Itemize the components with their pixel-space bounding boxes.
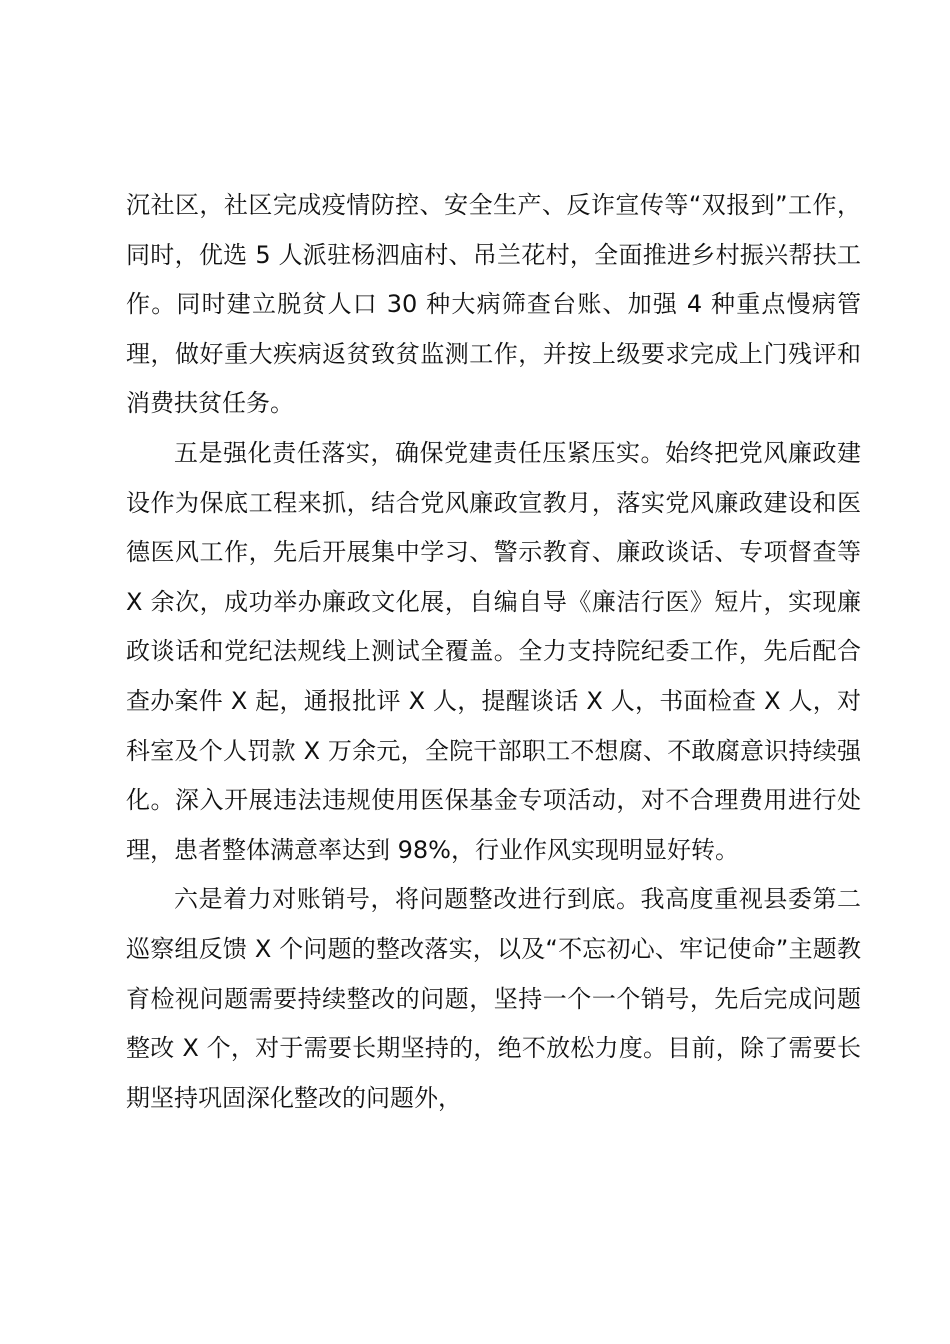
- paragraph-continuation: 沉社区，社区完成疫情防控、安全生产、反诈宣传等“双报到”工作，同时，优选 5 人派驻杨泗庙村、吊兰花村，全面推进乡村振兴帮扶工作。同时建立脱贫人口 30 种大病筛查台账、加强 4 种重点慢病管理，做好重大疾病返贫致贫监测工作，并按上级要求完成上门残评和消费扶贫任务。: [126, 191, 861, 418]
- paragraph-six-rectification: 六是着力对账销号，将问题整改进行到底。我高度重视县委第二巡察组反馈 X 个问题的整改落实，以及“不忘初心、牢记使命”主题教育检视问题需要持续整改的问题，坚持一个一个销号，先后完成问题整改 X 个，对于需要长期坚持的，绝不放松力度。目前，除了需要长期坚持巩固深化整改的问题外，: [126, 885, 861, 1112]
- document-body: [126, 181, 861, 1123]
- paragraph-five-responsibility: 五是强化责任落实，确保党建责任压紧压实。始终把党风廉政建设作为保底工程来抓，结合党风廉政宣教月，落实党风廉政建设和医德医风工作，先后开展集中学习、警示教育、廉政谈话、专项督查等 X 余次，成功举办廉政文化展，自编自导《廉洁行医》短片，实现廉政谈话和党纪法规线上测试全覆盖。全力支持院纪委工作，先后配合查办案件 X 起，通报批评 X 人，提醒谈话 X 人，书面检查 X 人，对科室及个人罚款 X 万余元，全院干部职工不想腐、不敢腐意识持续强化。深入开展违法违规使用医保基金专项活动，对不合理费用进行处理，患者整体满意率达到 98%，行业作风实现明显好转。: [126, 438, 861, 864]
